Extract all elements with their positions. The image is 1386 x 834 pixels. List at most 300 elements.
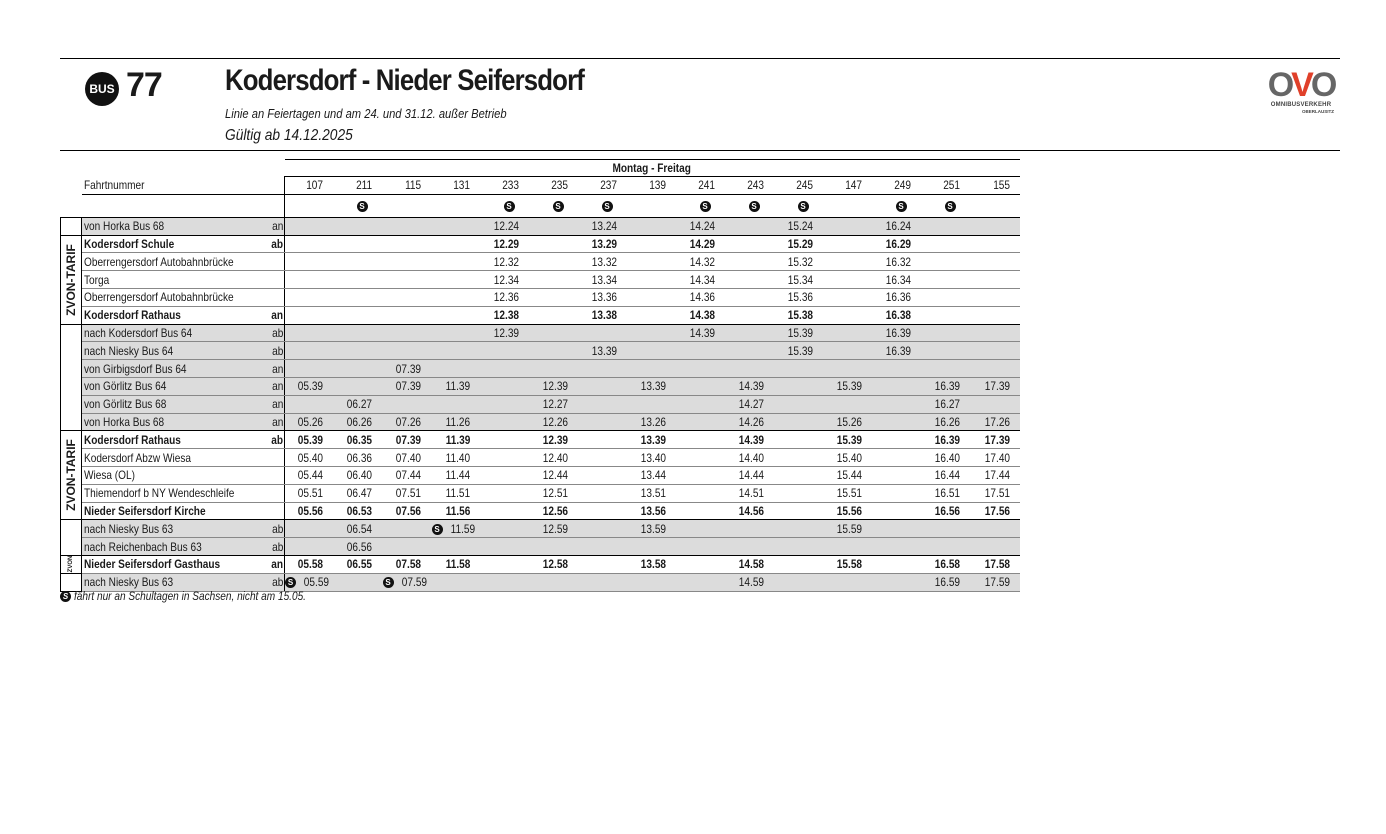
departure-time bbox=[481, 413, 530, 431]
departure-time: 16.38 bbox=[873, 306, 922, 324]
timetable-row bbox=[61, 502, 1020, 520]
departure-time bbox=[285, 271, 334, 289]
departure-time bbox=[481, 360, 530, 378]
stop-name: nach Niesky Bus 64 bbox=[82, 342, 263, 360]
departure-time: 13.56 bbox=[628, 502, 677, 520]
departure-time: 14.44 bbox=[726, 466, 775, 484]
departure-time bbox=[432, 342, 481, 360]
departure-time: 13.39 bbox=[579, 342, 628, 360]
timetable-row bbox=[61, 538, 1020, 556]
departure-time bbox=[481, 502, 530, 520]
departure-time bbox=[530, 573, 579, 591]
departure-time: 07.39 bbox=[383, 360, 432, 378]
departure-time bbox=[873, 466, 922, 484]
departure-time: 14.39 bbox=[726, 431, 775, 449]
departure-time bbox=[432, 538, 481, 556]
departure-time: 12.39 bbox=[530, 377, 579, 395]
page-subtitle: Linie an Feiertagen und am 24. und 31.12. außer Betrieb bbox=[225, 106, 507, 121]
departure-time: 16.39 bbox=[922, 431, 971, 449]
departure-time: 14.39 bbox=[677, 324, 726, 342]
departure-time: 16.44 bbox=[922, 466, 971, 484]
trip-number: 139 bbox=[628, 177, 677, 195]
departure-time bbox=[873, 484, 922, 502]
departure-time bbox=[530, 253, 579, 271]
departure-time bbox=[383, 217, 432, 235]
departure-time: 14.34 bbox=[677, 271, 726, 289]
departure-time bbox=[775, 413, 824, 431]
arrival-departure-marker: ab bbox=[263, 520, 285, 538]
trip-number: 147 bbox=[824, 177, 873, 195]
departure-time: 13.58 bbox=[628, 555, 677, 573]
trip-symbol-cell bbox=[432, 194, 481, 217]
arrival-departure-marker: an bbox=[263, 217, 285, 235]
departure-time: 15.39 bbox=[775, 342, 824, 360]
departure-time bbox=[873, 360, 922, 378]
trip-symbol-cell bbox=[922, 194, 971, 217]
arrival-departure-marker: an bbox=[263, 555, 285, 573]
trip-number: 107 bbox=[285, 177, 334, 195]
tariff-zone-label: ZVON-TARIF bbox=[64, 243, 78, 316]
departure-time bbox=[775, 395, 824, 413]
departure-time bbox=[383, 253, 432, 271]
departure-time: 17.39 bbox=[971, 377, 1020, 395]
departure-time bbox=[481, 484, 530, 502]
arrival-departure-marker: an bbox=[263, 413, 285, 431]
departure-time bbox=[922, 235, 971, 253]
day-header-row bbox=[61, 160, 1020, 177]
departure-time: 12.29 bbox=[481, 235, 530, 253]
departure-time bbox=[677, 360, 726, 378]
departure-time: 14.40 bbox=[726, 449, 775, 467]
departure-time bbox=[334, 271, 383, 289]
departure-time: 05.40 bbox=[285, 449, 334, 467]
departure-time bbox=[432, 360, 481, 378]
departure-time: 15.24 bbox=[775, 217, 824, 235]
departure-time bbox=[579, 395, 628, 413]
school-day-icon: S bbox=[553, 201, 564, 212]
departure-time bbox=[677, 431, 726, 449]
departure-time: 12.24 bbox=[481, 217, 530, 235]
departure-time bbox=[530, 235, 579, 253]
departure-time: 13.36 bbox=[579, 288, 628, 306]
departure-time: 06.40 bbox=[334, 466, 383, 484]
timetable-row bbox=[61, 271, 1020, 289]
departure-time bbox=[726, 324, 775, 342]
departure-time: 11.51 bbox=[432, 484, 481, 502]
departure-time bbox=[383, 520, 432, 538]
departure-time bbox=[334, 235, 383, 253]
arrival-departure-marker: ab bbox=[263, 573, 285, 591]
departure-time bbox=[824, 538, 873, 556]
departure-time bbox=[824, 306, 873, 324]
departure-time: 12.34 bbox=[481, 271, 530, 289]
stop-name: von Horka Bus 68 bbox=[82, 217, 263, 235]
departure-time: 14.24 bbox=[677, 217, 726, 235]
departure-time: 14.26 bbox=[726, 413, 775, 431]
departure-time bbox=[432, 306, 481, 324]
stop-name: nach Reichenbach Bus 63 bbox=[82, 538, 263, 556]
departure-time bbox=[628, 217, 677, 235]
timetable-row bbox=[61, 413, 1020, 431]
departure-time bbox=[579, 502, 628, 520]
tariff-zone-band bbox=[61, 555, 82, 573]
stop-name: nach Niesky Bus 63 bbox=[82, 520, 263, 538]
band-spacer bbox=[61, 520, 82, 556]
departure-time: 16.58 bbox=[922, 555, 971, 573]
departure-time bbox=[726, 271, 775, 289]
departure-time: 15.39 bbox=[824, 377, 873, 395]
departure-time bbox=[383, 342, 432, 360]
school-day-icon: S bbox=[357, 201, 368, 212]
departure-time bbox=[579, 484, 628, 502]
departure-time bbox=[775, 573, 824, 591]
departure-time bbox=[971, 271, 1020, 289]
departure-time bbox=[873, 431, 922, 449]
departure-time: 15.44 bbox=[824, 466, 873, 484]
departure-time: 07.56 bbox=[383, 502, 432, 520]
departure-time: 17.59 bbox=[971, 573, 1020, 591]
school-day-icon: S bbox=[798, 201, 809, 212]
band-spacer bbox=[61, 324, 82, 431]
stop-name: Nieder Seifersdorf Gasthaus bbox=[82, 555, 263, 573]
stop-name: von Görlitz Bus 64 bbox=[82, 377, 263, 395]
departure-time bbox=[334, 360, 383, 378]
trip-number: 237 bbox=[579, 177, 628, 195]
departure-time: S 07.59 bbox=[383, 573, 432, 591]
departure-time bbox=[432, 573, 481, 591]
trip-number-label: Fahrtnummer bbox=[82, 177, 285, 195]
departure-time bbox=[481, 573, 530, 591]
timetable-row bbox=[61, 306, 1020, 324]
departure-time bbox=[481, 342, 530, 360]
departure-time bbox=[628, 395, 677, 413]
departure-time bbox=[334, 217, 383, 235]
departure-time: 16.39 bbox=[922, 377, 971, 395]
arrival-departure-marker: an bbox=[263, 306, 285, 324]
departure-time bbox=[873, 555, 922, 573]
departure-time bbox=[530, 217, 579, 235]
departure-time bbox=[334, 306, 383, 324]
departure-time: 06.47 bbox=[334, 484, 383, 502]
departure-time: 16.24 bbox=[873, 217, 922, 235]
departure-time bbox=[726, 520, 775, 538]
departure-time: 13.39 bbox=[628, 431, 677, 449]
departure-time: 17.26 bbox=[971, 413, 1020, 431]
day-label: Montag - Freitag bbox=[285, 160, 1020, 177]
trip-symbol-cell bbox=[873, 194, 922, 217]
departure-time bbox=[530, 306, 579, 324]
departure-time: 12.39 bbox=[481, 324, 530, 342]
arrival-departure-marker: ab bbox=[263, 235, 285, 253]
departure-time: 14.32 bbox=[677, 253, 726, 271]
departure-time bbox=[922, 288, 971, 306]
departure-time: 15.51 bbox=[824, 484, 873, 502]
departure-time bbox=[432, 235, 481, 253]
departure-time: 16.32 bbox=[873, 253, 922, 271]
departure-time: 13.26 bbox=[628, 413, 677, 431]
arrival-departure-marker: ab bbox=[263, 431, 285, 449]
departure-time bbox=[383, 538, 432, 556]
departure-time bbox=[334, 377, 383, 395]
departure-time bbox=[481, 431, 530, 449]
departure-time bbox=[775, 360, 824, 378]
departure-time bbox=[579, 449, 628, 467]
departure-time: 07.26 bbox=[383, 413, 432, 431]
header-rule bbox=[60, 150, 1340, 151]
departure-time bbox=[677, 466, 726, 484]
departure-time bbox=[775, 538, 824, 556]
departure-time bbox=[285, 253, 334, 271]
departure-time bbox=[775, 520, 824, 538]
departure-time: 14.29 bbox=[677, 235, 726, 253]
departure-time: 16.40 bbox=[922, 449, 971, 467]
departure-time bbox=[775, 502, 824, 520]
departure-time: 12.27 bbox=[530, 395, 579, 413]
departure-time: 16.36 bbox=[873, 288, 922, 306]
trip-symbol-row bbox=[61, 194, 1020, 217]
timetable-row bbox=[61, 555, 1020, 573]
departure-time: 06.55 bbox=[334, 555, 383, 573]
school-day-icon: S bbox=[60, 591, 71, 602]
timetable-row bbox=[61, 235, 1020, 253]
departure-time bbox=[628, 538, 677, 556]
departure-time: 06.53 bbox=[334, 502, 383, 520]
footnote-text: fährt nur an Schultagen in Sachsen, nicht am 15.05. bbox=[74, 589, 307, 603]
departure-time bbox=[383, 306, 432, 324]
departure-time bbox=[677, 377, 726, 395]
departure-time: 07.44 bbox=[383, 466, 432, 484]
departure-time bbox=[971, 217, 1020, 235]
departure-time bbox=[971, 342, 1020, 360]
departure-time bbox=[873, 395, 922, 413]
departure-time bbox=[481, 466, 530, 484]
departure-time: 14.36 bbox=[677, 288, 726, 306]
departure-time: 06.26 bbox=[334, 413, 383, 431]
departure-time: 17.44 bbox=[971, 466, 1020, 484]
school-day-icon: S bbox=[896, 201, 907, 212]
departure-time: 17.56 bbox=[971, 502, 1020, 520]
departure-time: 15.59 bbox=[824, 520, 873, 538]
departure-time bbox=[726, 342, 775, 360]
departure-time bbox=[824, 253, 873, 271]
departure-time bbox=[285, 235, 334, 253]
timetable-row bbox=[61, 253, 1020, 271]
trip-symbol-cell bbox=[628, 194, 677, 217]
arrival-departure-marker bbox=[263, 288, 285, 306]
tariff-zone-band bbox=[61, 431, 82, 520]
departure-time bbox=[628, 360, 677, 378]
departure-time: 16.56 bbox=[922, 502, 971, 520]
departure-time bbox=[677, 502, 726, 520]
departure-time bbox=[677, 484, 726, 502]
departure-time bbox=[579, 555, 628, 573]
trip-number: 251 bbox=[922, 177, 971, 195]
trip-symbol-cell bbox=[824, 194, 873, 217]
departure-time: 15.36 bbox=[775, 288, 824, 306]
trip-number: 235 bbox=[530, 177, 579, 195]
departure-time bbox=[775, 449, 824, 467]
trip-number: 241 bbox=[677, 177, 726, 195]
departure-time: 17.39 bbox=[971, 431, 1020, 449]
school-day-icon: S bbox=[749, 201, 760, 212]
departure-time bbox=[726, 288, 775, 306]
departure-time bbox=[285, 538, 334, 556]
bus-icon: BUS bbox=[85, 72, 119, 106]
trip-symbol-cell bbox=[481, 194, 530, 217]
departure-time bbox=[775, 555, 824, 573]
departure-time: 16.34 bbox=[873, 271, 922, 289]
footnote bbox=[60, 589, 351, 603]
school-day-icon: S bbox=[432, 524, 443, 535]
departure-time: 07.40 bbox=[383, 449, 432, 467]
departure-time bbox=[628, 306, 677, 324]
departure-time: 13.38 bbox=[579, 306, 628, 324]
departure-time bbox=[922, 360, 971, 378]
departure-time: 06.56 bbox=[334, 538, 383, 556]
departure-time bbox=[824, 288, 873, 306]
departure-time bbox=[971, 235, 1020, 253]
departure-time bbox=[481, 449, 530, 467]
timetable-row bbox=[61, 217, 1020, 235]
departure-time bbox=[873, 538, 922, 556]
trip-number: 249 bbox=[873, 177, 922, 195]
departure-time bbox=[824, 271, 873, 289]
arrival-departure-marker: ab bbox=[263, 324, 285, 342]
departure-time: 11.40 bbox=[432, 449, 481, 467]
trip-symbol-cell bbox=[530, 194, 579, 217]
page-title: Kodersdorf - Nieder Seifersdorf bbox=[225, 64, 584, 97]
departure-time bbox=[579, 360, 628, 378]
departure-time: 06.36 bbox=[334, 449, 383, 467]
departure-time: 17.51 bbox=[971, 484, 1020, 502]
departure-time: 16.59 bbox=[922, 573, 971, 591]
departure-time bbox=[285, 217, 334, 235]
arrival-departure-marker bbox=[263, 502, 285, 520]
departure-time: 16.51 bbox=[922, 484, 971, 502]
arrival-departure-marker bbox=[263, 271, 285, 289]
timetable bbox=[60, 159, 1020, 592]
departure-time: 12.56 bbox=[530, 502, 579, 520]
departure-time bbox=[481, 538, 530, 556]
departure-time bbox=[922, 324, 971, 342]
departure-time bbox=[775, 466, 824, 484]
departure-time bbox=[383, 395, 432, 413]
departure-time bbox=[285, 520, 334, 538]
departure-time bbox=[824, 342, 873, 360]
departure-time bbox=[285, 395, 334, 413]
departure-time bbox=[922, 538, 971, 556]
departure-time bbox=[922, 253, 971, 271]
departure-time bbox=[971, 253, 1020, 271]
timetable-row bbox=[61, 449, 1020, 467]
trip-symbol-cell bbox=[726, 194, 775, 217]
departure-time bbox=[775, 431, 824, 449]
stop-name: Nieder Seifersdorf Kirche bbox=[82, 502, 263, 520]
departure-time bbox=[971, 520, 1020, 538]
stop-name: Kodersdorf Rathaus bbox=[82, 431, 263, 449]
departure-time bbox=[922, 271, 971, 289]
departure-time bbox=[628, 342, 677, 360]
stop-name: Oberrengersdorf Autobahnbrücke bbox=[82, 288, 263, 306]
departure-time: S 05.59 bbox=[285, 573, 334, 591]
school-day-icon: S bbox=[285, 577, 296, 588]
departure-time bbox=[432, 324, 481, 342]
departure-time: 13.44 bbox=[628, 466, 677, 484]
departure-time: 16.29 bbox=[873, 235, 922, 253]
timetable-row bbox=[61, 395, 1020, 413]
trip-symbol-cell bbox=[971, 194, 1020, 217]
stop-name: Oberrengersdorf Autobahnbrücke bbox=[82, 253, 263, 271]
departure-time bbox=[530, 271, 579, 289]
departure-time bbox=[971, 538, 1020, 556]
stop-name: nach Kodersdorf Bus 64 bbox=[82, 324, 263, 342]
departure-time bbox=[775, 484, 824, 502]
stop-name: Kodersdorf Abzw Wiesa bbox=[82, 449, 263, 467]
departure-time bbox=[824, 324, 873, 342]
departure-time: 05.51 bbox=[285, 484, 334, 502]
arrival-departure-marker bbox=[263, 466, 285, 484]
timetable-row bbox=[61, 377, 1020, 395]
departure-time: 12.51 bbox=[530, 484, 579, 502]
departure-time bbox=[677, 395, 726, 413]
ovo-logo bbox=[1262, 68, 1340, 114]
departure-time: 11.39 bbox=[432, 377, 481, 395]
departure-time: 06.27 bbox=[334, 395, 383, 413]
timetable-row bbox=[61, 484, 1020, 502]
departure-time: 07.51 bbox=[383, 484, 432, 502]
departure-time bbox=[775, 377, 824, 395]
timetable-row bbox=[61, 466, 1020, 484]
timetable-row bbox=[61, 431, 1020, 449]
school-day-icon: S bbox=[700, 201, 711, 212]
departure-time bbox=[677, 413, 726, 431]
timetable-row bbox=[61, 342, 1020, 360]
departure-time: 12.58 bbox=[530, 555, 579, 573]
timetable-row bbox=[61, 360, 1020, 378]
departure-time: 14.59 bbox=[726, 573, 775, 591]
departure-time bbox=[579, 431, 628, 449]
departure-time: 12.59 bbox=[530, 520, 579, 538]
departure-time: 13.29 bbox=[579, 235, 628, 253]
departure-time bbox=[334, 253, 383, 271]
departure-time bbox=[579, 573, 628, 591]
departure-time: 13.40 bbox=[628, 449, 677, 467]
logo-text-company: OMNIBUSVERKEHR bbox=[1270, 102, 1332, 108]
departure-time bbox=[432, 395, 481, 413]
arrival-departure-marker: an bbox=[263, 395, 285, 413]
departure-time: 11.58 bbox=[432, 555, 481, 573]
stop-name: von Girbigsdorf Bus 64 bbox=[82, 360, 263, 378]
departure-time: 11.44 bbox=[432, 466, 481, 484]
trip-symbol-cell bbox=[579, 194, 628, 217]
departure-time bbox=[481, 377, 530, 395]
stop-name: Torga bbox=[82, 271, 263, 289]
departure-time bbox=[285, 324, 334, 342]
departure-time bbox=[873, 413, 922, 431]
departure-time bbox=[481, 520, 530, 538]
departure-time bbox=[971, 395, 1020, 413]
departure-time bbox=[285, 342, 334, 360]
trip-number: 245 bbox=[775, 177, 824, 195]
departure-time bbox=[383, 235, 432, 253]
departure-time bbox=[677, 449, 726, 467]
departure-time: 13.51 bbox=[628, 484, 677, 502]
departure-time bbox=[334, 288, 383, 306]
departure-time bbox=[726, 235, 775, 253]
top-rule bbox=[60, 58, 1340, 59]
arrival-departure-marker: an bbox=[263, 360, 285, 378]
school-day-icon: S bbox=[504, 201, 515, 212]
